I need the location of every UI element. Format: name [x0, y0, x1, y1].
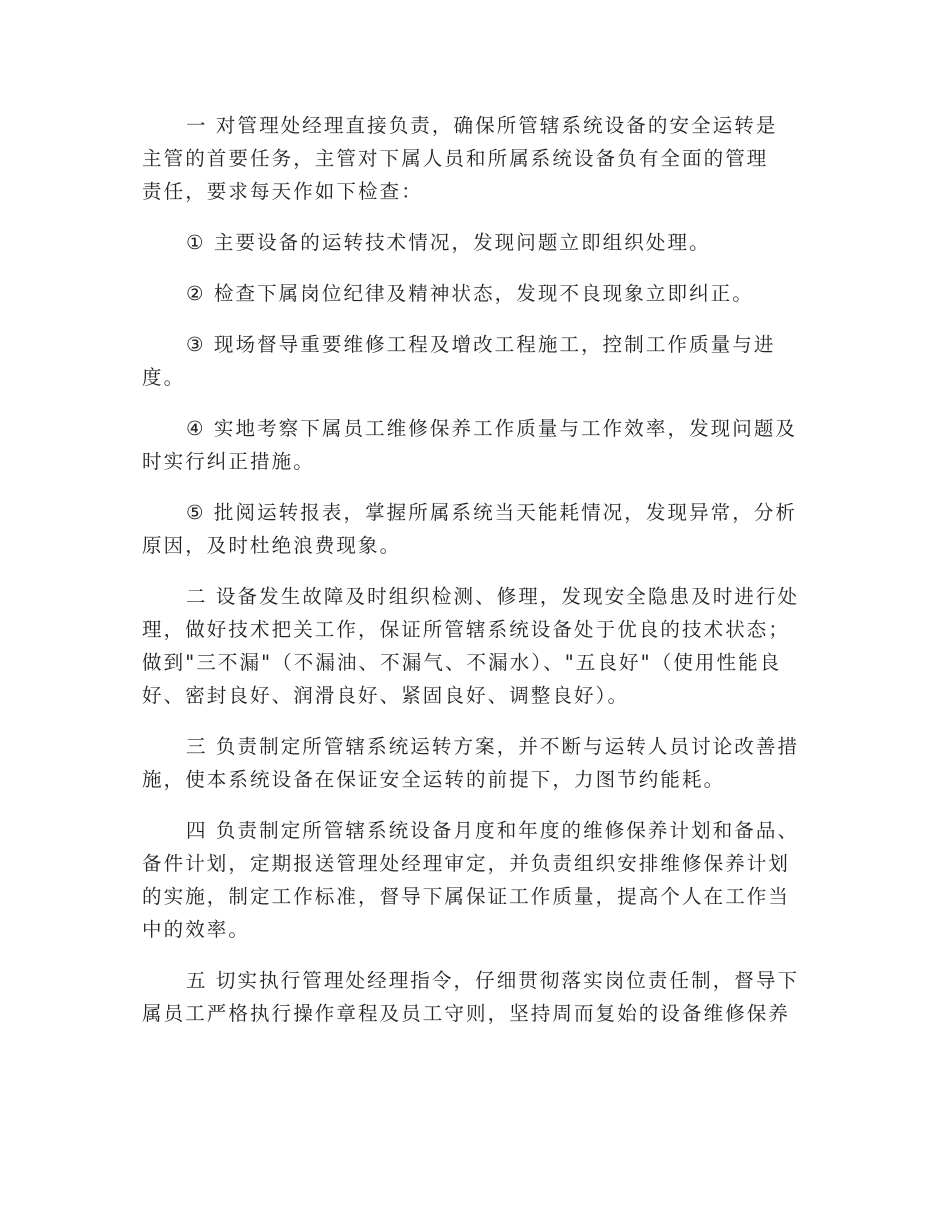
paragraph-check-1: ① 主要设备的运转技术情况，发现问题立即组织处理。	[186, 231, 711, 254]
paragraph-duty-1: 一 对管理处经理直接负责，确保所管辖系统设备的安全运转是主管的首要任务，主管对下属人员和所属系统设备负有全面的管理责任，要求每天作如下检查：	[142, 114, 778, 203]
paragraph-duty-4: 四 负责制定所管辖系统设备月度和年度的维修保养计划和备品、备件计划，定期报送管理处经理审定，并负责组织安排维修保养计划的实施，制定工作标准，督导下属保证工作质量，提高个人在工作当中的效率。	[142, 819, 800, 941]
paragraph-duty-3: 三 负责制定所管辖系统运转方案，并不断与运转人员讨论改善措施，使本系统设备在保证安全运转的前提下，力图节约能耗。	[142, 735, 800, 791]
document-page	[142, 109, 810, 1046]
paragraph-duty-5: 五 切实执行管理处经理指令，仔细贯彻落实岗位责任制，督导下属员工严格执行操作章程及员工守则，坚持周而复始的设备维修保养	[142, 969, 800, 1025]
paragraph-check-3: ③ 现场督导重要维修工程及增改工程施工，控制工作质量与进度。	[142, 333, 776, 389]
paragraph-check-5: ⑤ 批阅运转报表，掌握所属系统当天能耗情况，发现异常，分析原因，及时杜绝浪费现象。	[142, 501, 798, 557]
paragraph-check-2: ② 检查下属岗位纪律及精神状态，发现不良现象立即纠正。	[186, 282, 754, 305]
paragraph-duty-2: 二 设备发生故障及时组织检测、修理，发现安全隐患及时进行处理，做好技术把关工作，保证所管辖系统设备处于优良的技术状态；做到"三不漏"（不漏油、不漏气、不漏水）、"五良好"（使用性能良好、密封良好、润滑良好、紧固良好、调整良好）。	[142, 585, 800, 707]
paragraph-check-4: ④ 实地考察下属员工维修保养工作质量与工作效率，发现问题及时实行纠正措施。	[142, 417, 798, 473]
